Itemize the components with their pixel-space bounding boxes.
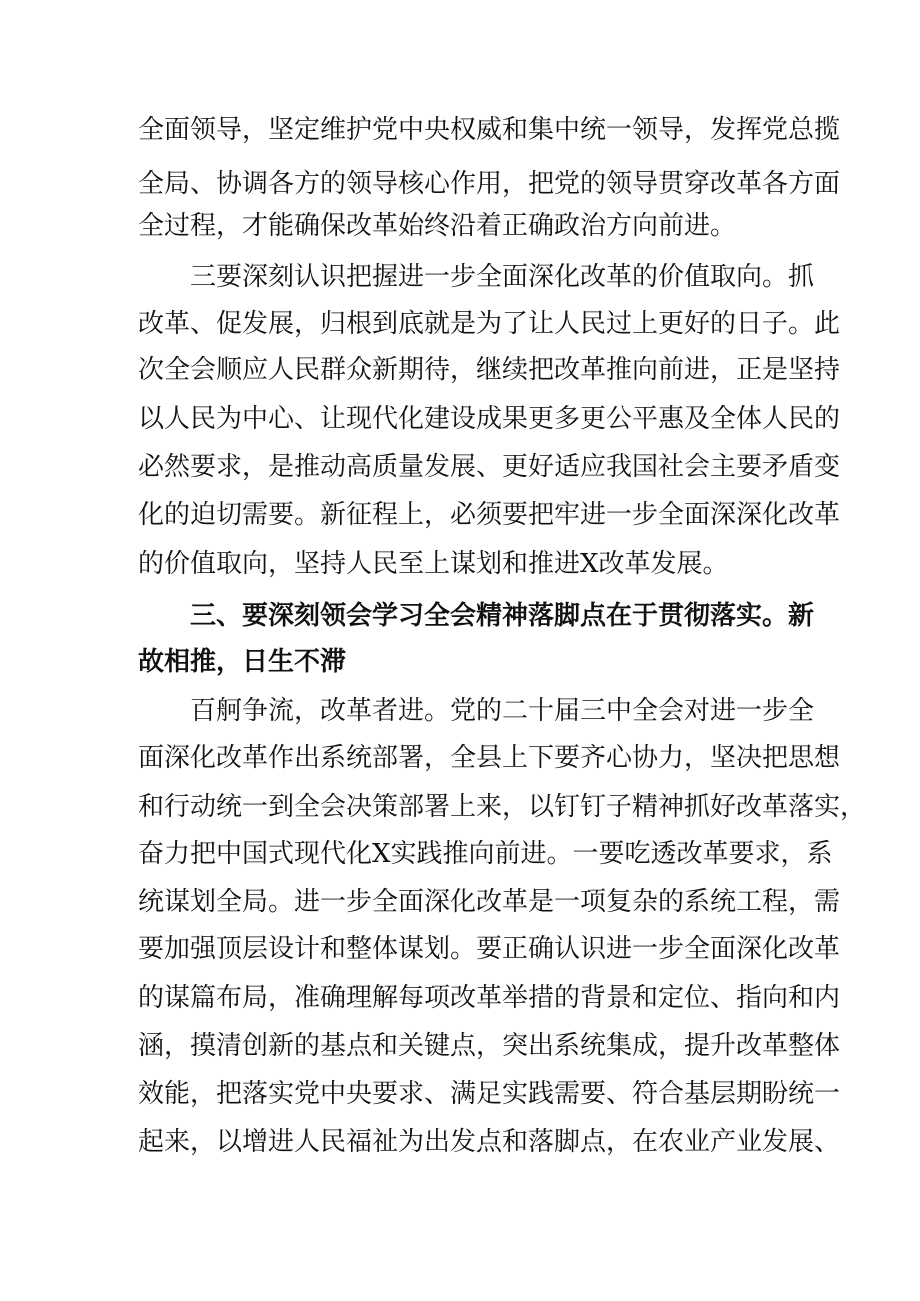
paragraph-3-line-2: 面深化改革作出系统部署，全县上下要齐心协力，坚决把思想 [138, 743, 841, 773]
paragraph-3-line-6: 要加强顶层设计和整体谋划。要正确认识进一步全面深化改革 [138, 934, 841, 964]
paragraph-3-line-1: 百舸争流，改革者进。党的二十届三中全会对进一步全 [190, 696, 815, 726]
paragraph-1-line-3: 全过程，才能确保改革始终沿着正确政治方向前进。 [138, 211, 737, 241]
paragraph-1-line-2: 全局、协调各方的领导核心作用，把党的领导贯穿改革各方面 [138, 169, 841, 199]
paragraph-2-line-1: 三要深刻认识把握进一步全面深化改革的价值取向。抓 [190, 262, 815, 292]
section-heading-line-1: 三、要深刻领会学习全会精神落脚点在于贯彻落实。新 [190, 601, 815, 631]
paragraph-2-line-3: 次全会顺应人民群众新期待，继续把改革推向前进，正是坚持 [138, 355, 841, 385]
paragraph-3-line-7: 的谋篇布局，准确理解每项改革举措的背景和定位、指向和内 [138, 983, 841, 1013]
paragraph-3-line-5: 统谋划全局。进一步全面深化改革是一项复杂的系统工程，需 [138, 887, 841, 917]
paragraph-3-line-4: 奋力把中国式现代化X实践推向前进。一要吃透改革要求，系 [138, 839, 833, 869]
paragraph-1-line-1: 全面领导，坚定维护党中央权威和集中统一领导，发挥党总揽 [138, 115, 841, 145]
paragraph-3-line-9: 效能，把落实党中央要求、满足实践需要、符合基层期盼统一 [138, 1079, 841, 1109]
paragraph-2-line-4: 以人民为中心、让现代化建设成果更多更公平惠及全体人民的 [138, 404, 841, 434]
paragraph-2-line-2: 改革、促发展，归根到底就是为了让人民过上更好的日子。此 [138, 309, 841, 339]
section-heading-line-2: 故相推，日生不滞 [138, 647, 347, 677]
paragraph-3-line-8: 涵，摸清创新的基点和关键点，突出系统集成，提升改革整体 [138, 1031, 841, 1061]
paragraph-2-line-7: 的价值取向，坚持人民至上谋划和推进X改革发展。 [138, 549, 729, 579]
paragraph-2-line-5: 必然要求，是推动高质量发展、更好适应我国社会主要矛盾变 [138, 452, 841, 482]
paragraph-2-line-6: 化的迫切需要。新征程上，必须要把牢进一步全面深深化改革 [138, 500, 841, 530]
paragraph-3-line-3: 和行动统一到全会决策部署上来，以钉钉子精神抓好改革落实， [138, 792, 867, 822]
paragraph-3-line-10: 起来，以增进人民福祉为出发点和落脚点，在农业产业发展、 [138, 1127, 841, 1157]
